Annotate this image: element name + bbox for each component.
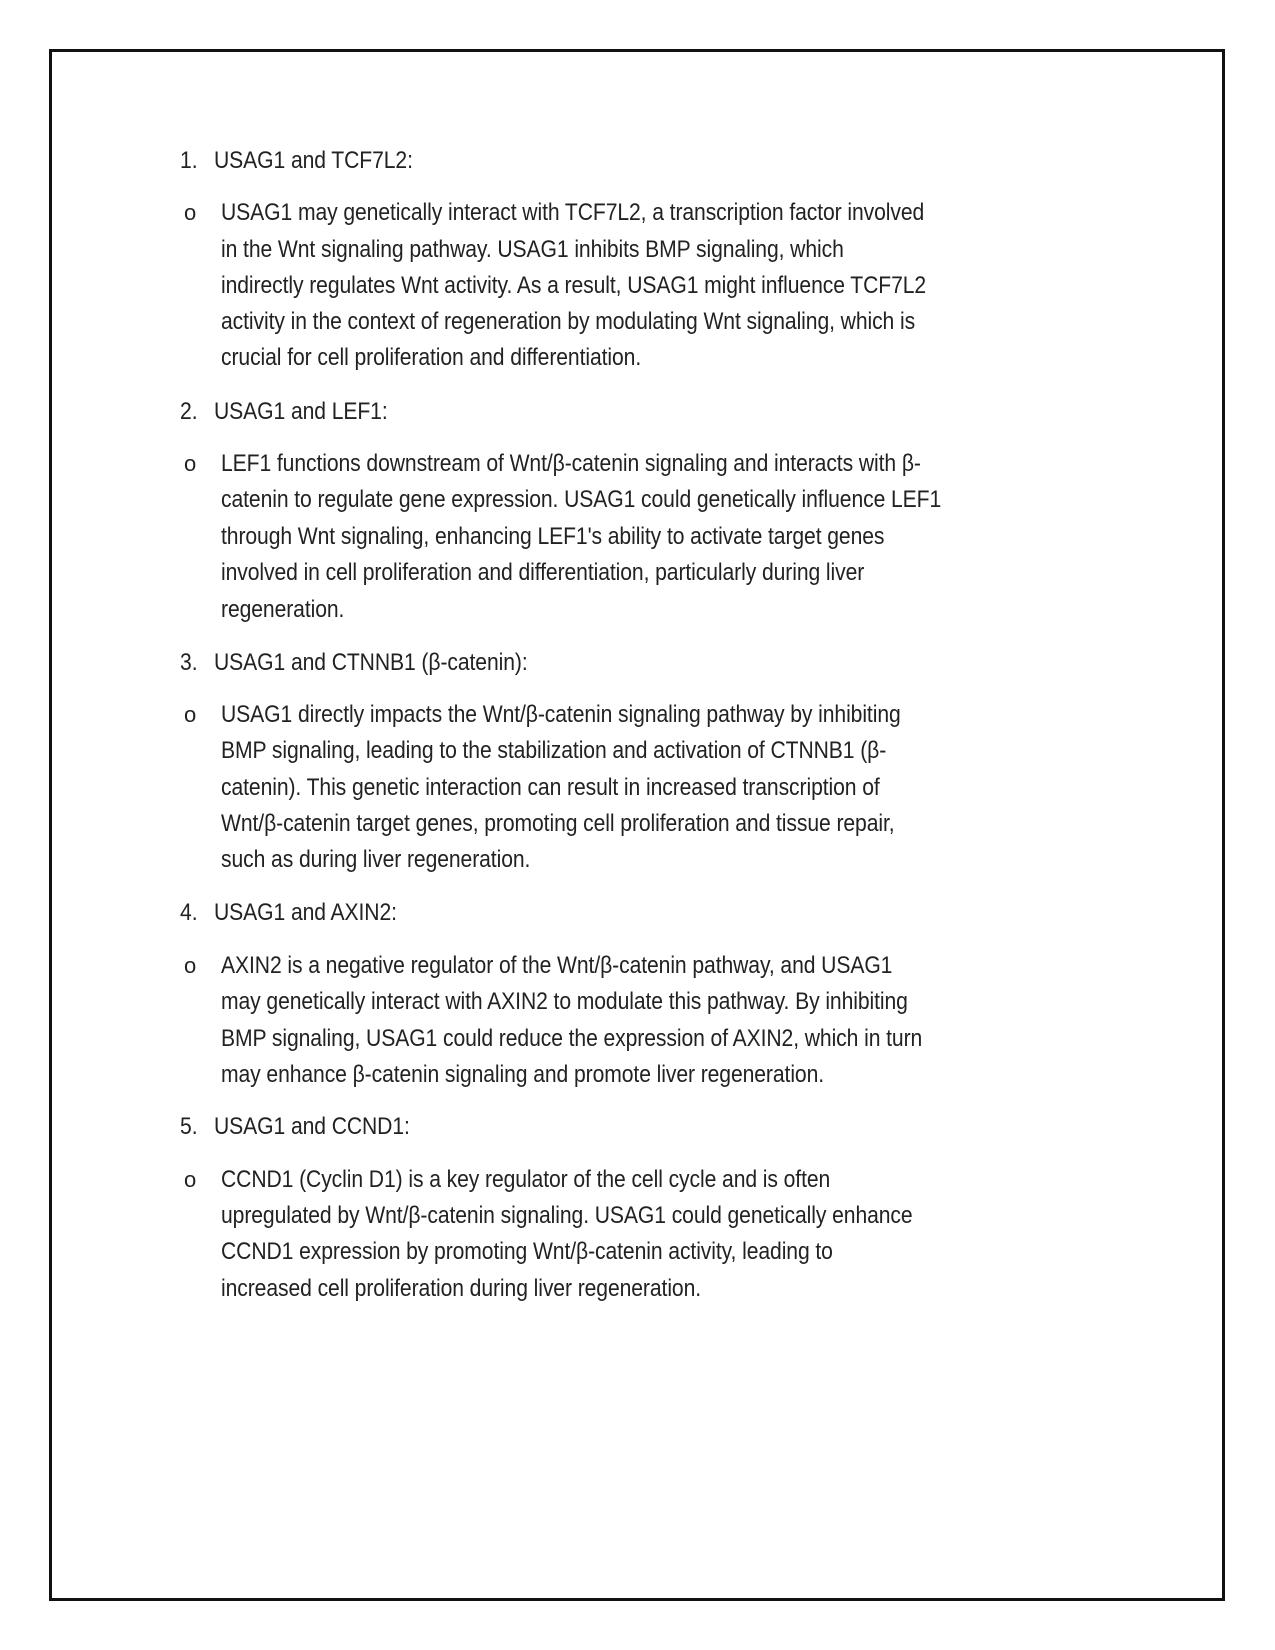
paragraph-line: indirectly regulates Wnt activity. As a result, USAG1 might influence TCF7L2 [221, 272, 927, 299]
paragraph-line: crucial for cell proliferation and differentiation. [221, 344, 642, 371]
paragraph-line: AXIN2 is a negative regulator of the Wnt/β-catenin pathway, and USAG1 [221, 952, 893, 979]
paragraph-line: catenin to regulate gene expression. USAG1 could genetically influence LEF1 [221, 486, 942, 513]
paragraph-line: USAG1 directly impacts the Wnt/β-catenin signaling pathway by inhibiting [221, 701, 901, 728]
paragraph-line: Wnt/β-catenin target genes, promoting cell proliferation and tissue repair, [221, 810, 895, 837]
bullet-icon: o [184, 953, 197, 978]
paragraph-line: increased cell proliferation during liver regeneration. [221, 1275, 702, 1302]
item-number: 3. [180, 649, 198, 676]
paragraph-line: involved in cell proliferation and differentiation, particularly during liver [221, 559, 865, 586]
paragraph-line: BMP signaling, USAG1 could reduce the expression of AXIN2, which in turn [221, 1025, 923, 1052]
bullet-icon: o [184, 702, 197, 727]
paragraph-line: in the Wnt signaling pathway. USAG1 inhibits BMP signaling, which [221, 236, 844, 263]
item-heading: USAG1 and TCF7L2: [214, 147, 413, 174]
item-heading: USAG1 and LEF1: [214, 398, 388, 425]
item-number: 1. [180, 147, 198, 174]
item-number: 5. [180, 1113, 198, 1140]
paragraph-line: through Wnt signaling, enhancing LEF1's ability to activate target genes [221, 523, 885, 550]
item-heading: USAG1 and CCND1: [214, 1113, 410, 1140]
paragraph-line: CCND1 expression by promoting Wnt/β-catenin activity, leading to [221, 1238, 833, 1265]
paragraph-line: activity in the context of regeneration by modulating Wnt signaling, which is [221, 308, 916, 335]
paragraph-line: may enhance β-catenin signaling and promote liver regeneration. [221, 1061, 825, 1088]
paragraph-line: catenin). This genetic interaction can result in increased transcription of [221, 774, 880, 801]
paragraph-line: regeneration. [221, 596, 345, 623]
bullet-icon: o [184, 451, 197, 476]
paragraph-line: USAG1 may genetically interact with TCF7L2, a transcription factor involved [221, 199, 925, 226]
bullet-icon: o [184, 1167, 197, 1192]
paragraph-line: LEF1 functions downstream of Wnt/β-catenin signaling and interacts with β- [221, 450, 921, 477]
paragraph-line: may genetically interact with AXIN2 to modulate this pathway. By inhibiting [221, 988, 908, 1015]
item-number: 4. [180, 899, 198, 926]
paragraph-line: BMP signaling, leading to the stabilization and activation of CTNNB1 (β- [221, 737, 887, 764]
paragraph-line: upregulated by Wnt/β-catenin signaling. USAG1 could genetically enhance [221, 1202, 913, 1229]
item-number: 2. [180, 398, 198, 425]
paragraph-line: CCND1 (Cyclin D1) is a key regulator of the cell cycle and is often [221, 1166, 831, 1193]
item-heading: USAG1 and AXIN2: [214, 899, 397, 926]
bullet-icon: o [184, 200, 197, 225]
paragraph-line: such as during liver regeneration. [221, 846, 531, 873]
item-heading: USAG1 and CTNNB1 (β-catenin): [214, 649, 528, 676]
